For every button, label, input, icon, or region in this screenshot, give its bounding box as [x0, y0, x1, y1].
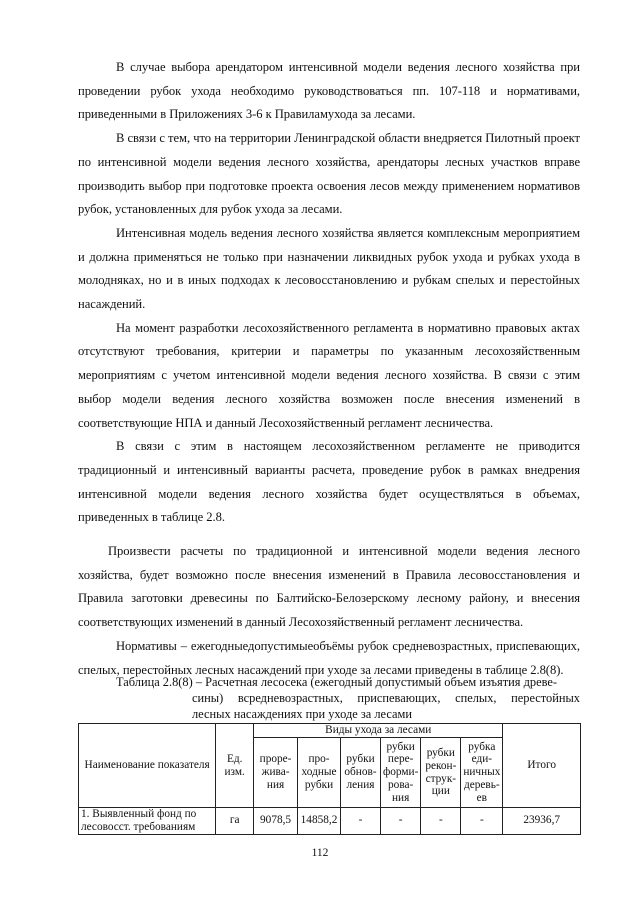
page-number: 112	[311, 847, 329, 859]
row-unit: га	[216, 808, 254, 835]
row-value-3: -	[341, 808, 381, 835]
table-caption	[78, 674, 580, 722]
header-col-6: рубка еди- ничных деревь- ев	[461, 738, 503, 808]
header-unit: Ед. изм.	[216, 724, 254, 808]
header-indicator: Наименование показателя	[79, 724, 216, 808]
paragraph-7: Нормативы – ежегодныедопустимыеобъёмы рубок средневозрастных, приспевающих, спелых, перестойных лесных насаждений при уходе за лесами приведены в таблице 2.8(8).	[78, 638, 580, 677]
row-value-2: 14858,2	[298, 808, 341, 835]
paragraph-2: В связи с тем, что на территории Ленинградской области внедряется Пилотный проект по интенсивной модели ведения лесного хозяйства, арендаторы лесных участков вправе производить выбор при подготовке проекта освоения лесов между применением нормативов рубок, установленных для рубок ухода за лесами.	[78, 131, 580, 217]
paragraph-3: Интенсивная модель ведения лесного хозяйства является комплексным мероприятием и должна применяться не только при назначении ликвидных рубок ухода и рубках ухода в молодняках, но и в иных подходах к лесовосстановлению и рубкам спелых и перестойных насаждений.	[78, 225, 580, 312]
row-name: 1. Выявленный фонд по лесовосст. требованиям	[79, 808, 216, 835]
row-value-5: -	[421, 808, 461, 835]
row-total: 23936,7	[503, 808, 581, 835]
paragraph-5: В связи с этим в настоящем лесохозяйственном регламенте не приводится традиционный и интенсивный варианты расчета, проведение рубок в рамках внедрения интенсивной модели ведения лесного хозяйства будет осуществляться в объемах, приведенных в таблице 2.8.	[78, 439, 580, 525]
data-table	[78, 723, 581, 835]
header-col-3: рубки обнов- ления	[341, 738, 381, 808]
header-col-2: про- ходные рубки	[298, 738, 341, 808]
caption-line-1: Таблица 2.8(8) – Расчетная лесосека (ежегодный допустимый объем изъятия древе-	[116, 675, 558, 689]
paragraph-6: Произвести расчеты по традиционной и интенсивной модели ведения лесного хозяйства, будет возможно после внесения изменений в Правила лесовосстановления и Правила заготовки древесины по Балтийско-Белозерскому лесному району, и внесения соответствующих изменений в данный Лесохозяйственный регламент лесничества.	[78, 544, 580, 630]
header-col-5: рубки рекон- струк- ции	[421, 738, 461, 808]
row-value-6: -	[461, 808, 503, 835]
table-row	[79, 808, 581, 835]
header-group: Виды ухода за лесами	[254, 724, 503, 738]
header-total: Итого	[503, 724, 581, 808]
paragraph-1: В случае выбора арендатором интенсивной модели ведения лесного хозяйства при проведении рубок ухода необходимо руководствоваться пп. 107-118 и нормативами, приведенными в Приложениях 3-6 к Правиламухода за лесами.	[78, 60, 580, 122]
caption-line-2: сины) всредневозрастных, приспевающих, спелых, перестойных	[192, 691, 580, 705]
header-col-4: рубки пере- форми- рова- ния	[380, 738, 420, 808]
caption-line-3: лесных насаждениях при уходе за лесами	[192, 707, 412, 721]
body-text	[78, 56, 580, 682]
header-col-1: проре- жива- ния	[254, 738, 298, 808]
row-value-1: 9078,5	[254, 808, 298, 835]
paragraph-4: На момент разработки лесохозяйственного регламента в нормативно правовых актах отсутствуют требования, критерии и параметры по указанным лесохозяйственным мероприятиям с учетом интенсивной модели ведения лесного хозяйства. В связи с этим выбор модели ведения лесного хозяйства возможен после внесения изменений в соответствующие НПА и данный Лесохозяйственный регламент лесничества.	[78, 320, 580, 430]
row-value-4: -	[380, 808, 420, 835]
